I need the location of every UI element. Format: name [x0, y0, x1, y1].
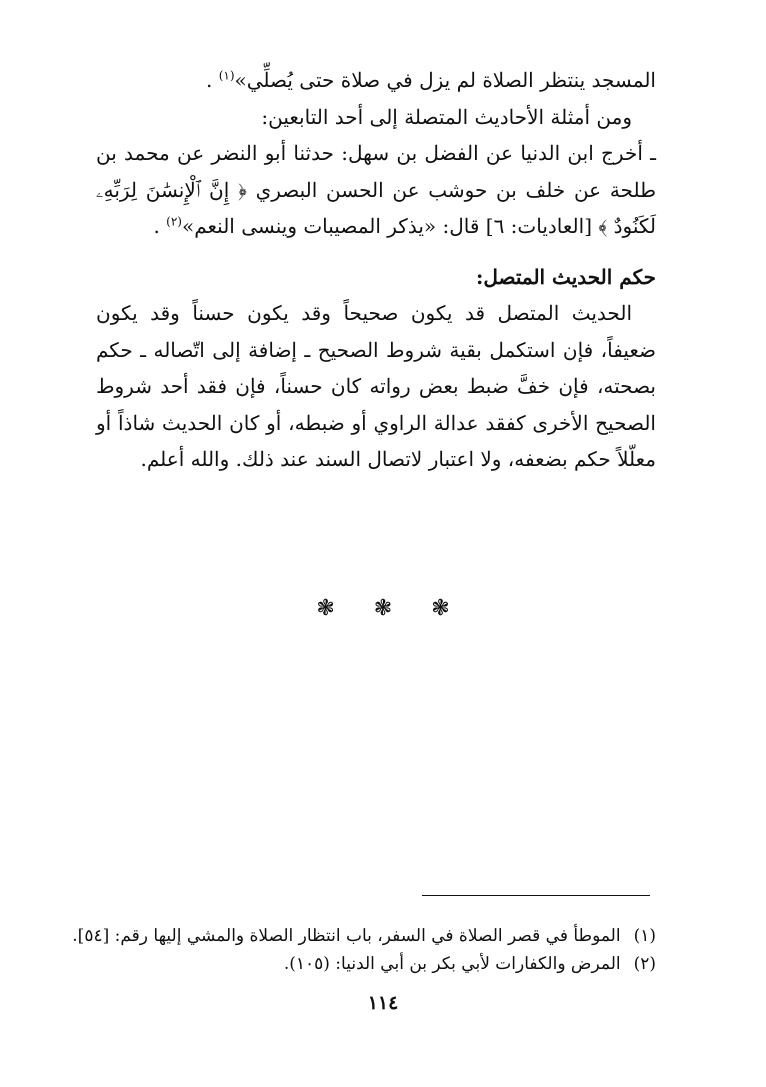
paragraph-example — [96, 135, 656, 245]
paragraph-ruling: الحديث المتصل قد يكون صحيحاً وقد يكون حسناً وقد يكون ضعيفاً، فإن استكمل بقية شروط الصحيح ـ إضافة إلى اتّصاله ـ حكم بصحته، فإن خفَّ ضبط بعض رواته كان حسناً، فإن فقد أحد شروط الصحيح الأخرى كفقد عدالة الراوي أو ضبطه، أو كان الحديث شاذاً أو معلّلاً حكم بضعفه، ولا اعتبار لاتصال السند عند ذلك. والله أعلم. — [96, 301, 656, 471]
star-ornament-icon: ❃ — [431, 596, 450, 621]
footnote-number: (١) — [633, 926, 656, 946]
paragraph-examples-intro: ومن أمثلة الأحاديث المتصلة إلى أحد التابعين: — [261, 104, 632, 129]
section-separator — [0, 596, 766, 621]
paragraph-end: . — [205, 68, 213, 92]
footnote-ref-1[interactable]: (١) — [218, 68, 235, 83]
page-number: ١١٤ — [367, 992, 399, 1014]
paragraph-text: المسجد ينتظر الصلاة لم يزل في صلاة حتى يُصلِّي» — [234, 68, 656, 92]
main-text — [96, 62, 656, 478]
footnote-2 — [96, 950, 656, 978]
star-ornament-icon: ❃ — [373, 596, 393, 621]
paragraph-end: . — [153, 214, 160, 238]
footnote-text: المرض والكفارات لأبي بكر بن أبي الدنيا: (١٠٥). — [283, 954, 621, 974]
section-heading: حكم الحديث المتصل: — [475, 264, 656, 289]
quran-verse: ﴿ إِنَّ ٱلْإِنسَٰنَ لِرَبِّهِۦ لَكَنُودٌ ﴾ — [96, 177, 656, 238]
example-text-continued: [العاديات: ٦] قال: «يذكر المصيبات وينسى النعم» — [181, 214, 592, 238]
footnote-text: الموطأ في قصر الصلاة في السفر، باب انتظار الصلاة والمشي إليها رقم: [٥٤]. — [72, 926, 621, 946]
paragraph-continuation — [96, 62, 656, 99]
example-text: ـ أخرج ابن الدنيا عن الفضل بن سهل: حدثنا أبو النضر عن محمد بن طلحة عن خلف بن حوشب عن الحسن البصري — [96, 141, 657, 202]
footnote-1 — [72, 922, 656, 950]
footnote-divider — [422, 895, 650, 896]
star-ornament-icon: ❃ — [316, 596, 335, 621]
footnote-number: (٢) — [633, 954, 656, 974]
footnote-ref-2[interactable]: (٢) — [166, 214, 182, 229]
footnotes — [72, 922, 656, 978]
